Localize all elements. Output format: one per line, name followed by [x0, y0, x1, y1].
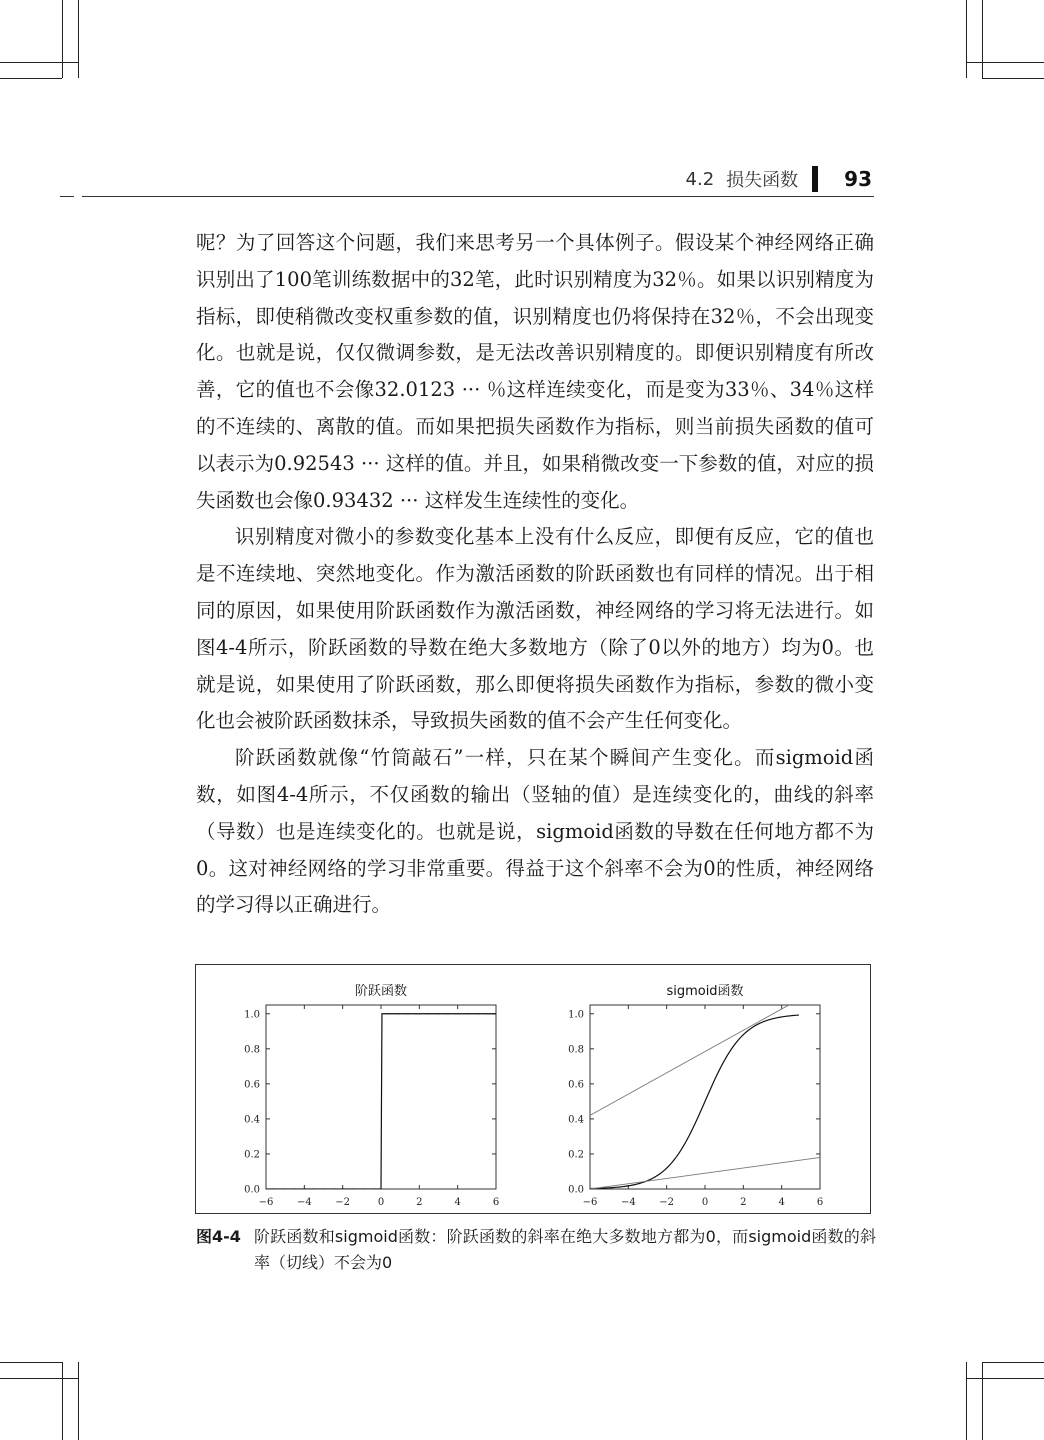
crop-mark-tr-h2	[982, 78, 1044, 79]
header-section-number: 4.2	[685, 168, 715, 190]
paragraph-2: 识别精度对微小的参数变化基本上没有什么反应，即便有反应，它的值也是不连续地、突然地变化。作为激活函数的阶跃函数也有同样的情况。出于相同的原因，如果使用阶跃函数作为激活函数，神经网络的学习将无法进行。如图4-4所示，阶跃函数的导数在绝大多数地方（除了0以外的地方）均为0。也就是说，如果使用了阶跃函数，那么即便将损失函数作为指标，参数的微小变化也会被阶跃函数抹杀，导致损失函数的值不会产生任何变化。	[196, 525, 874, 733]
crop-mark-tl-h	[0, 62, 78, 63]
step-ytick-label: 1.0	[244, 1009, 260, 1021]
step-xtick-label: −2	[335, 1197, 351, 1208]
page-number: 93	[844, 167, 872, 191]
step-chart-title: 阶跃函数	[354, 984, 408, 999]
crop-mark-tr-v2	[982, 0, 983, 78]
figure-svg	[196, 965, 872, 1215]
crop-mark-br-h	[966, 1378, 1044, 1379]
header-rule-stub	[60, 196, 74, 197]
crop-mark-bl-h2	[0, 1362, 62, 1363]
sigmoid-plot-frame	[590, 1005, 820, 1189]
sigmoid-ytick-label: 0.2	[568, 1149, 584, 1161]
crop-mark-tl-v	[62, 0, 63, 78]
sigmoid-xtick-label: −4	[620, 1197, 636, 1208]
step-ytick-label: 0.8	[244, 1044, 260, 1056]
sigmoid-xtick-label: 2	[740, 1197, 747, 1208]
step-xtick-label: 0	[377, 1197, 385, 1208]
figure-caption-text: 阶跃函数和sigmoid函数：阶跃函数的斜率在绝大多数地方都为0，而sigmoid函数的斜率（切线）不会为0	[254, 1227, 876, 1272]
sigmoid-xtick-label: 6	[816, 1197, 824, 1208]
sigmoid-series-sigmoid	[590, 1015, 799, 1189]
crop-mark-bl-h	[0, 1378, 78, 1379]
sigmoid-ytick-label: 1.0	[568, 1009, 584, 1021]
header-bar	[812, 166, 818, 192]
step-ytick-label: 0.4	[244, 1114, 260, 1126]
step-ytick-label: 0.0	[244, 1184, 260, 1196]
crop-mark-tl-h2	[0, 78, 62, 79]
step-xtick-label: −6	[258, 1197, 274, 1208]
sigmoid-xtick-label: −2	[659, 1197, 675, 1208]
paragraph-3: 阶跃函数就像“竹筒敲石”一样，只在某个瞬间产生变化。而sigmoid函数，如图4-4所示，不仅函数的输出（竖轴的值）是连续变化的，曲线的斜率（导数）也是连续变化的。也就是说，sigmoid函数的导数在任何地方都不为0。这对神经网络的学习非常重要。得益于这个斜率不会为0的性质，神经网络的学习得以正确进行。	[196, 746, 874, 917]
crop-mark-bl-v2	[78, 1362, 79, 1440]
paragraph-1: 呢？为了回答这个问题，我们来思考另一个具体例子。假设某个神经网络正确识别出了100笔训练数据中的32笔，此时识别精度为32％。如果以识别精度为指标，即使稍微改变权重参数的值，识别精度也仍将保持在32％，不会出现变化。也就是说，仅仅微调参数，是无法改善识别精度的。即便识别精度有所改善，它的值也不会像32.0123 ··· ％这样连续变化，而是变为33％、34％这样的不连续的、离散的值。而如果把损失函数作为指标，则当前损失函数的值可以表示为0.92543 ··· 这样的值。并且，如果稍微改变一下参数的值，对应的损失函数也会像0.93432 ··· 这样发生连续性的变化。	[196, 231, 874, 512]
step-ytick-label: 0.6	[244, 1079, 260, 1091]
sigmoid-xtick-label: 0	[701, 1197, 709, 1208]
figure-4-4	[195, 964, 871, 1214]
figure-number: 图4-4	[196, 1227, 241, 1246]
figure-caption	[196, 1224, 876, 1276]
step-xtick-label: 4	[454, 1197, 461, 1208]
body-text	[196, 225, 874, 924]
sigmoid-chart-title: sigmoid函数	[666, 984, 744, 999]
crop-mark-br-v2	[982, 1362, 983, 1440]
step-xtick-label: −4	[296, 1197, 312, 1208]
header-rule	[82, 196, 874, 197]
step-xtick-label: 2	[416, 1197, 423, 1208]
sigmoid-ytick-label: 0.8	[568, 1044, 584, 1056]
step-ytick-label: 0.2	[244, 1149, 260, 1161]
crop-mark-br-v	[966, 1362, 967, 1440]
running-header	[686, 166, 872, 192]
sigmoid-series-tangent-upper	[590, 996, 805, 1115]
sigmoid-ytick-label: 0.6	[568, 1079, 584, 1091]
sigmoid-xtick-label: 4	[778, 1197, 785, 1208]
crop-mark-bl-v	[62, 1362, 63, 1440]
step-xtick-label: 6	[492, 1197, 500, 1208]
step-series-step	[266, 1014, 496, 1189]
sigmoid-ytick-label: 0.4	[568, 1114, 584, 1126]
sigmoid-xtick-label: −6	[582, 1197, 598, 1208]
crop-mark-tr-v	[966, 0, 967, 78]
crop-mark-br-h2	[982, 1362, 1044, 1363]
header-section-title: 损失函数	[726, 170, 799, 191]
crop-mark-tr-h	[966, 62, 1044, 63]
sigmoid-ytick-label: 0.0	[568, 1184, 584, 1196]
sigmoid-series-tangent-lower	[590, 1157, 820, 1189]
crop-mark-tl-v2	[78, 0, 79, 78]
